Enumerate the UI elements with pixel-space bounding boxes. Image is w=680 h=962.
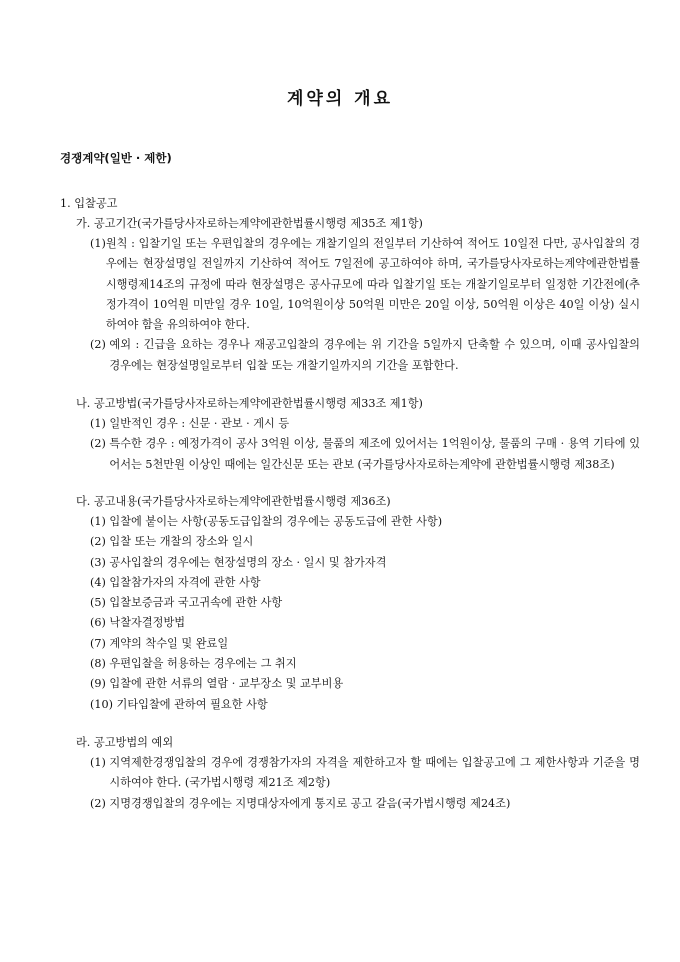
item-number: (1): [90, 514, 110, 528]
heading-notice-period: 가. 공고기간(국가를당사자로하는계약에관한법률시행령 제35조 제1항): [76, 217, 423, 230]
item-text: 입찰에 관한 서류의 열람 · 교부장소 및 교부비용: [109, 677, 344, 691]
item-number: (8): [90, 657, 110, 671]
item-number: (2): [90, 338, 110, 352]
item-text: 지역제한경쟁입찰의 경우에 경쟁참가자의 자격을 제한하고자 할 때에는 입찰공고에 그 제한사항과 기준을 명시하여야 한다. (국가법시행령 제21조 제2항): [109, 755, 640, 790]
heading-notice-method: 나. 공고방법(국가를당사자로하는계약에관한법률시행령 제33조 제1항): [76, 397, 423, 411]
item-text: 입찰 또는 개찰의 장소와 일시: [109, 535, 254, 549]
item-text: 예외 : 긴급을 요하는 경우나 재공고입찰의 경우에는 위 기간을 5일까지 단축할 수 있으며, 이때 공사입찰의 경우에는 현장설명일로부터 입찰 또는 개찰기일까지의 기간을 포함한다.: [109, 338, 640, 372]
list-item: [60, 414, 640, 434]
item-number: (1): [90, 755, 110, 769]
item-text: 특수한 경우 : 예정가격이 공사 3억원 이상, 물품의 제조에 있어서는 1억원이상, 물품의 구매 · 용역 기타에 있어서는 5천만원 이상인 때에는 일간신문 또는 관보 (국가를당사자로하는계약에 관한법률시행령 제38조): [109, 437, 640, 471]
item-number: (5): [90, 596, 110, 610]
heading-notice-content: 다. 공고내용(국가를당사자로하는계약에관한법률시행령 제36조): [76, 494, 391, 508]
item-text: 우편입찰을 허용하는 경우에는 그 취지: [109, 657, 297, 671]
list-item: [60, 573, 640, 593]
heading-bid-notice: 1. 입찰공고: [60, 197, 118, 210]
list-item: [60, 234, 640, 335]
item-text: 입찰참가자의 자격에 관한 사항: [109, 575, 261, 589]
item-number: (7): [90, 636, 110, 650]
item-text: 낙찰자결정방법: [109, 616, 186, 630]
heading-notice-exceptions: 라. 공고방법의 예외: [76, 735, 174, 749]
item-text: 공사입찰의 경우에는 현장설명의 장소 · 일시 및 참가자격: [109, 555, 387, 569]
item-number: (2): [90, 796, 110, 810]
item-number: (10): [90, 697, 117, 711]
list-item: [60, 613, 640, 633]
list-item: [60, 593, 640, 613]
list-item: [60, 674, 640, 694]
item-number: (2): [90, 535, 110, 549]
item-number: (3): [90, 555, 110, 569]
list-item: [60, 794, 640, 814]
list-item: [60, 512, 640, 532]
item-number: (2): [90, 437, 110, 451]
list-item: [60, 553, 640, 573]
item-text: 지명경쟁입찰의 경우에는 지명대상자에게 통지로 공고 갈음(국가법시행령 제24조): [109, 796, 511, 810]
item-number: (1): [90, 237, 106, 250]
list-item: [60, 335, 640, 376]
item-number: (9): [90, 677, 110, 691]
item-text: 입찰에 붙이는 사항(공동도급입찰의 경우에는 공동도급에 관한 사항): [109, 514, 443, 528]
item-number: (6): [90, 616, 110, 630]
item-number: (1): [90, 417, 110, 431]
document-body: [60, 194, 640, 814]
item-text: 원칙 : 입찰기일 또는 우편입찰의 경우에는 개찰기일의 전일부터 기산하여 적어도 10일전 다만, 공사입찰의 경우에는 현장설명일 전일까지 기산하여 적어도 7일전에 공고하여야 하며, 국가를당사자로하는계약에관한법률시행령제14조의 규정에 따라 현장설명은 공사규모에 따라 입찰기일 또는 개찰기일로부터 일정한 기간전에(추정가격이 10억원 미만일 경우 10일, 10억원이상 50억원 미만은 20일 이상, 50억원 이상은 40일 이상) 실시하여야 함을 유의하여야 한다.: [105, 237, 640, 332]
item-text: 계약의 착수일 및 완료일: [109, 636, 229, 650]
item-text: 입찰보증금과 국고귀속에 관한 사항: [109, 596, 283, 610]
item-text: 일반적인 경우 : 신문 · 관보 · 게시 등: [109, 417, 290, 431]
list-item: [60, 532, 640, 552]
list-item: [60, 753, 640, 794]
section-heading: 경쟁계약(일반 · 제한): [60, 151, 172, 165]
item-text: 기타입찰에 관하여 필요한 사항: [116, 697, 268, 711]
document-title: 계약의 개요: [286, 89, 394, 109]
list-item: [60, 695, 640, 715]
list-item: [60, 634, 640, 654]
list-item: [60, 434, 640, 475]
list-item: [60, 654, 640, 674]
item-number: (4): [90, 575, 110, 589]
